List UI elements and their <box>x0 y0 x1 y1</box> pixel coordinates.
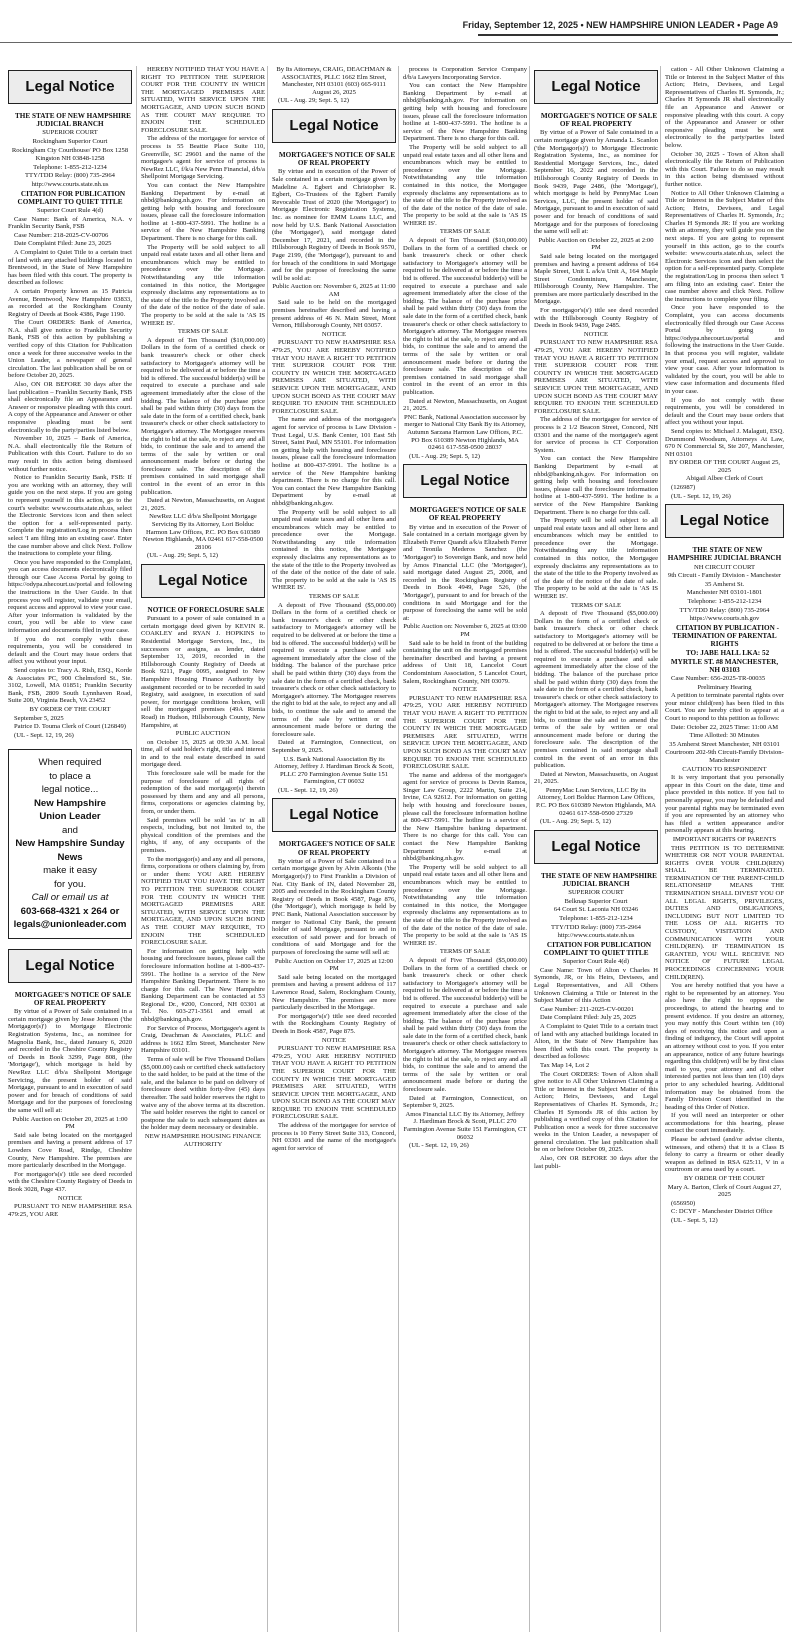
notice-centered-line: Superior Court Rule 4(d) <box>36 206 104 214</box>
notice-paragraph: The address of the mortgagee for service of process is 55 Beattie Place Suite 110, Greenville, SC 29601 and the name of the mortgagee's agent for service of process is NewRez LLC, f/k/a New Penn Financial, d/b/a Shellpoint Mortgage Servicing. <box>141 135 265 181</box>
notice-centered-line: TERMS OF SALE <box>439 228 491 236</box>
notice-centered-line: TTY/TDD Relay: (800) 735-2964 <box>25 172 115 180</box>
notice-paragraph: Said sale being located on the mortgaged premises and having a present address of 17 Lowders Cove Road, Rindge, Cheshire County, New Hampshire. The premises are more particularly described in the Mortgage. <box>8 1131 132 1170</box>
notice-paragraph: Case Number: 211-2025-CV-00201 <box>540 1005 635 1013</box>
notice-centered-line: PUBLIC AUCTION <box>175 730 231 738</box>
legal-notice-heading: Legal Notice <box>141 564 265 598</box>
notice-paragraph: October 30, 2025 - Town of Alton shall electronically file the Return of Publication with this Court. Failure to do so may result in this action being dismissed without further notice. <box>665 150 784 188</box>
notice-paragraph: (UL - Sept. 12, 19, 26) <box>409 1142 469 1150</box>
notice-title: CITATION BY PUBLICATION - TERMINATION OF PARENTAL RIGHTS <box>672 623 779 649</box>
notice-paragraph: A deposit of Five Thousand ($5,000.00) Dollars in the form of a certified check or bank treasurer's check or other check satisfactory to Mortgagee's attorney will be required to be delivered at or before the time a bid is offered. The successful bidder(s) will be required to execute a purchase and sale agreement immediately after the close of the bidding. The balance of the purchase price shall be paid within thirty (30) days from the sale date in the form of a certified check, bank treasurer's check or other check satisfactory to Mortgagee's attorney. The Mortgagee reserves the right to bid at the sale, to reject any and all bids, to continue the sale and to amend the terms of the sale by written or oral announcement made before or during the foreclosure sale. The description of the premises contained in said mortgage shall control in the event of an error in this publication. <box>534 610 658 770</box>
notice-paragraph: The Court ORDERS: Town of Alton shall give notice to All Other Unknown Claiming a Title or Interest in the Subject Matter of this Action; Heirs, Devisees, and Legal Representatives of Charles H. Symonds, Jr.; Charles H Symonds JR of this action by publishing a verified copy of this Citation for Publication once a week for three successive weeks in the Union Leader, a newspaper of general circulation. The last publication shall be on or before October 09, 2025. <box>534 1070 658 1154</box>
notice-paragraph: PURSUANT TO NEW HAMPSHIRE RSA 479:25, YOU ARE HEREBY NOTIFIED THAT YOU HAVE A RIGHT TO PETITION THE SUPERIOR COURT FOR THE COUNTY IN WHICH THE MORTGAGED PREMISES ARE SITUATED, WITH SERVICE UPON THE MORTGAGEE, AND UPON SUCH BOND AS THE COURT MAY REQUIRE TO ENJOIN THE SCHEDULED FORECLOSURE SALE. <box>272 1045 396 1121</box>
promo-line: 603-668-4321 x 264 or <box>20 905 120 917</box>
legal-notices-page <box>8 66 784 1632</box>
notice-centered-line: NEW HAMPSHIRE HOUSING FINANCE AUTHORITY <box>144 1132 262 1148</box>
notice-centered-line: http://www.courts.state.nh.us <box>31 180 109 188</box>
notice-paragraph: By virtue of a Power of Sale contained in a certain mortgage given by Alvin Alkonis ('the Mortgagor(s)') to First Franklin a Division of Nat. City Bank of IN, dated November 28, 2005 and recorded in the Rockingham County Registry of Deeds in Book 4587, Page 876, (the 'Mortgage'), which mortgage is held by PNC Bank, National Association successor by merger to National City Bank, the present holder of said Mortgage, pursuant to and in execution of said power and for breach of conditions of said Mortgage and for the purposes of foreclosing the same will sell at: <box>272 857 396 956</box>
notice-centered-line: TERMS OF SALE <box>308 593 360 601</box>
legal-notice-heading: Legal Notice <box>534 70 658 104</box>
notice-paragraph: Said sale to be held on the mortgaged premises hereinafter described and having a present address of 46 N. Main Street, Mont Vernon, Hillsborough County, NH 03057. <box>272 299 396 330</box>
notice-paragraph: To the mortgagor(s) and any and all persons, firms, corporations or others claiming by, from or under them: YOU ARE HEREBY NOTIFIED THAT YOU HAVE THE RIGHT TO PETITION THE SUPERIOR COURT FOR THE COUNTY IN WHICH THE MORTGAGED PREMISES ARE SITUATED, WITH SERVICE UPON THE MORTGAGEE, AND UPON SUCH BOND AS THE COURT MAY REQUIRE, TO ENJOIN THE SCHEDULED FORECLOSURE SALE. <box>141 855 265 947</box>
notice-paragraph: Dated at Newton, Massachusetts, on August 21, 2025. <box>141 497 265 512</box>
notice-paragraph: The Property will be sold subject to all unpaid real estate taxes and all other liens and encumbrances which may be entitled to precedence over the Mortgage. Notwithstanding any title information contained in this notice, the Mortgagee expressly disclaims any representations as to the state of the title to the Property involved as of the date of the notice of the date of sale. The property to be sold at the sale is 'AS IS WHERE IS'. <box>534 517 658 601</box>
notice-paragraph: The address of the mortgagee for service of process is 2 1/2 Beacon Street, Concord, NH 03301 and the name of the mortgagee's agent for service of process is CT Corporation System. <box>534 416 658 454</box>
notice-paragraph: process is Corporation Service Company d/b/a Lawyers Incorporating Service. <box>403 66 527 81</box>
notice-centered-line: TTY/TDD Relay: (800) 735-2964 <box>679 606 770 614</box>
notice-paragraph: (UL - Sept. 5, 12) <box>671 1217 718 1224</box>
notice-paragraph: This foreclosure sale will be made for the purpose of foreclosure of all rights of redemption of the said mortgagor(s) therein possessed by them and any and all persons, firms, corporations or agencies claiming by, from, or under them. <box>141 770 265 816</box>
notice-paragraph: By virtue of a Power of Sale contained in a certain mortgage given by Amanda L. Scanlon ('the Mortgagor(s)') to Mortgage Electronic Registration Systems, Inc., as nominee for Residential Mortgage Services, Inc., dated September 16, 2022 and recorded in the Hillsborough County Registry of Deeds in Book 9439, Page 2486, (the 'Mortgage'), which mortgage is held by PennyMac Loan Services, LLC, the present holder of said Mortgage, pursuant to and in execution of said power and for breach of conditions of said Mortgage and for the purposes of foreclosing the same will sell at: <box>534 129 658 236</box>
notice-paragraph: A deposit of Five Thousand ($5,000.00) Dollars in the form of a certified check or bank treasurer's check or other check satisfactory to Mortgagee's attorney will be required to be delivered at or before the time a bid is offered. The successful bidder(s) will be required to execute a purchase and sale agreement immediately after the close of the bidding. The balance of the purchase price shall be paid within thirty (30) days from the sale date in the form of a certified check, bank treasurer's check or other check satisfactory to Mortgagee's attorney. The Mortgagee reserves the right to bid at the sale, to reject any and all bids, to continue the sale and to amend the terms of the sale by written or oral announcement made before or during the foreclosure sale. <box>403 956 527 1094</box>
notice-paragraph: For mortgagor's(s') title see deed recorded with the Rockingham County Registry of Deeds in Book 4587, Page 875. <box>272 1012 396 1035</box>
notice-title: MORTGAGEE'S NOTICE OF SALE OF REAL PROPERTY <box>409 506 527 523</box>
notice-paragraph: A petition to terminate parental rights over your minor child(ren) has been filed in this Court. You are hereby cited to appear at a Court to respond to this petition as follows: <box>665 692 784 722</box>
notice-paragraph: The name and address of the mortgagee's agent for service of process is Devin Ramos, Singer Law Group, 2222 Martin, Suite 214, Irvine, CA 92612. For information on getting help with housing and foreclosure issues, please call the foreclosure information hotline at 800-437-5991. The hotline is a service of the New Hampshire banking department. There is no charge for this call. You can contact the New Hampshire Banking Department by e-mail at nhbd@banking.nh.gov. <box>403 771 527 863</box>
notice-paragraph: Said sale to be held in front of the building containing the unit on the mortgaged premises hereinafter described and having a present address of Unit 18, Lancelot Court Condominium Association, 5 Lancelot Court, Salem, Rockingham County, NH 03079. <box>403 639 527 685</box>
notice-paragraph: Date Complaint Filed: July 25, 2025 <box>540 1014 637 1022</box>
notice-paragraph: Also, ON OR BEFORE 30 days after the last publi- <box>534 1155 658 1170</box>
notice-paragraph: (UL - Sept. 12, 19, 26) <box>278 786 338 794</box>
column-1 <box>8 66 132 1632</box>
notice-centered-line: Public Auction on: November 6, 2025 at 03:00 PM <box>403 623 527 638</box>
notice-paragraph: By virtue of a Power of Sale contained in a certain mortgage given by Jesse Johnson ('the Mortgagor(s)') to Mortgage Electronic Registration Systems, Inc., as nominee for Magnolia Bank, Inc., dated January 6, 2020 and recorded in the Cheshire County Registry of Deeds in Book 3299, Page 808, (the 'Mortgage'), which mortgage is held by NewRez LLC d/b/a Shellpoint Mortgage Servicing, the present holder of said Mortgage, pursuant to and in execution of said power and for breach of conditions of said Mortgage and for the purposes of foreclosing the same will sell at: <box>8 1008 132 1114</box>
notice-paragraph: (656950) <box>671 1199 696 1207</box>
notice-centered-line: Public Auction on: November 6, 2025 at 11:00 AM <box>272 283 396 298</box>
notice-paragraph: If you do not comply with these requirements, you will be considered in default and the Court may issue orders that affect you without your input. <box>8 635 132 666</box>
notice-centered-line: SUPERIOR COURT <box>568 889 624 897</box>
notice-title: THE STATE OF NEW HAMPSHIRE JUDICIAL BRANCH <box>541 871 657 889</box>
notice-paragraph: THIS PETITION IS TO DETERMINE WHETHER OR NOT YOUR PARENTAL RIGHTS OVER YOUR CHILD(REN) SHALL BE TERMINATED. TERMINATION OF THE PARENT-CHILD RELATIONSHIP MEANS THE TERMINATION SHALL DIVEST YOU OF ALL LEGAL RIGHTS, PRIVILEGES, DUTIES AND OBLIGATIONS, INCLUDING BUT NOT LIMITED TO THE LOSS OF ALL RIGHTS TO CUSTODY, VISITATION AND COMMUNICATION WITH YOUR CHILD(REN). IF TERMINATION IS GRANTED, YOU WILL RECEIVE NO NOTICE OF FUTURE LEGAL PROCEEDINGS CONCERNING YOUR CHILD(REN). <box>665 844 784 981</box>
notice-paragraph: The Court ORDERS: Bank of America, N.A. shall give notice to Franklin Security Bank, FSB of this action by publishing a verified copy of this Citation for Publication once a week for three successive weeks in the Union Leader, a newspaper of general circulation. The last publication shall be on or before October 20, 2025. <box>8 319 132 380</box>
promo-line: make it easy <box>43 865 97 877</box>
notice-paragraph: Case Name: Town of Alton v Charles H Symonds, JR, or his Heirs, Devisees, and Legal Representatives, and All Others Unknown Claiming a Title or Interest in the Subject Matter of this Action <box>534 966 658 1005</box>
notice-centered-line: Telephone: 1-855-212-1234 <box>33 163 107 171</box>
notice-paragraph: Also, ON OR BEFORE 30 days after the last publication – Franklin Security Bank, FSB shall electronically file an Appearance and Answer or responsive pleading with this court. A copy of the Appearance and Answer or other responsive pleading must be sent electronically to the party/parties listed below. <box>8 381 132 434</box>
notice-centered-line: Abigail Albee Clerk of Court <box>686 475 763 483</box>
notice-centered-line: 64 Court St. Laconia NH 03246 <box>553 906 639 914</box>
notice-paragraph: (UL - Sept. 12, 19, 26) <box>14 731 74 739</box>
legal-notice-heading: Legal Notice <box>8 949 132 983</box>
notice-title: THE STATE OF NEW HAMPSHIRE JUDICIAL BRANCH <box>15 112 131 129</box>
notice-paragraph: Tax Map 14, Lot 2 <box>540 1061 590 1069</box>
notice-paragraph: You can contact the New Hampshire Banking Department by e-mail at nhbd@banking.nh.gov. For information on getting help with housing and foreclosure issues, please call the foreclosure information hotline at 1-800-437-5991. The hotline is a service of the New Hampshire Banking Department. There is no charge for this call. <box>141 181 265 243</box>
promo-line: to place a <box>49 770 91 782</box>
notice-paragraph: If you will need an interpreter or other accommodations for this hearing, please contact the court immediately. <box>665 1112 784 1135</box>
column-2 <box>141 66 265 1632</box>
notice-centered-line: Superior Court Rule 4(d) <box>562 958 630 966</box>
column-4 <box>403 66 527 1632</box>
notice-centered-line: NOTICE <box>57 1194 83 1202</box>
notice-title: MORTGAGEE'S NOTICE OF SALE OF REAL PROPERTY <box>278 840 396 857</box>
notice-paragraph: C: DCYF - Manchester District Office <box>671 1208 773 1216</box>
notice-paragraph: You can contact the New Hampshire Banking Department by e-mail at nhbd@banking.nh.gov. For information on getting help with housing and foreclosure issues, please call the foreclosure information hotline at 1-800-437-5991. The hotline is a service of the New Hampshire Banking Department. There is no charge for this call. <box>403 82 527 143</box>
notice-centered-line: PNC Bank, National Association successor by merger to National City Bank By its Attorney, Autumn Sarzana Harmon Law Offices, P.C. PO Box 610389 Newton Highlands, MA 02461 617-558-0500 28037 <box>404 413 526 452</box>
notice-title: THE STATE OF NEW HAMPSHIRE JUDICIAL BRANCH <box>667 546 782 563</box>
notice-centered-line: Rockingham Cty Courthouse/ PO Box 1258 <box>11 146 129 154</box>
header-rule <box>478 34 778 36</box>
notice-paragraph: Case Number: 218-2025-CV-00706 <box>14 231 109 239</box>
notice-paragraph: The Property will be sold subject to all unpaid real estate taxes and all other liens and encumbrances which may be entitled to precedence over the Mortgage. Notwithstanding any title information contained in this notice, the Mortgagee expressly disclaims any representations as to the state of the title to the Property involved as of the date of the notice of the date of sale. The property to be sold at the sale is 'AS IS WHERE IS'. <box>141 243 265 327</box>
notice-centered-line: Telephone: 1-855-212-1234 <box>559 915 633 923</box>
promo-line: News <box>57 851 83 863</box>
notice-centered-line: Preliminary Hearing <box>697 683 752 691</box>
notice-centered-line: 35 Amherst Street Manchester, NH 03101 <box>669 740 780 748</box>
notice-paragraph: (UL - Sept. 12, 19, 26) <box>671 492 731 500</box>
notice-paragraph: PURSUANT TO NEW HAMPSHIRE RSA 479:25, YOU ARE <box>8 1203 132 1218</box>
notice-paragraph: It is very important that you personally appear in this Court on the date, time and place provided in this notice. If you fail to personally appear, you may be defaulted and your parental rights may be terminated even if you are represented by an attorney who has filed a written appearance and/or personally appears at this hearing. <box>665 774 784 835</box>
notice-paragraph: A deposit of Ten Thousand ($10,000.00) Dollars in the form of a certified check or bank treasurer's check or other check satisfactory to Mortgagee's attorney will be required to be delivered at or before the time a bid is offered. The successful bidder(s) will be required to execute a purchase and sale agreement immediately after the close of the bidding. The balance of the purchase price shall be paid within thirty (30) days from the sale date in the form of a certified check, bank treasurer's check or other check satisfactory to Mortgagee's attorney. The Mortgagee reserves the right to bid at the sale, to reject any and all bids, to continue the sale and to amend the terms of the sale by written or oral announcement made before or during the foreclosure sale. The description of the premises contained in said mortgage shall control in the event of an error in this publication. <box>141 336 265 496</box>
notice-title: TO: JABE HALL LKA: 52 MYRTLE ST. #8 MANCHESTER, NH 03103 <box>670 649 779 674</box>
notice-paragraph: The name and address of the mortgagee's agent for service of process is Law Division - Trust Legal, U.S. Bank Center, 101 East 5th Street, Saint Paul, MN 55101. For information on getting help with housing and foreclosure issues, please call the foreclosure information hotline at 800-437-5991. The hotline is a service of the New Hampshire banking department. There is no charge for this call. You can contact the New Hampshire Banking Department by e-mail at nhbd@banking.nh.gov. <box>272 416 396 507</box>
notice-paragraph: Send copies to: Tracy A. Rish, ESQ., Korde & Associates PC, 900 Chelmsford St., Ste. 3102, Lowell, MA 01851; Franklin Security Bank, FSB, 2809 South Lynnhaven Road, Suite 200, Virginia Beach, VA 23452 <box>8 667 132 705</box>
notice-paragraph: You can contact the New Hampshire Banking Department by e-mail at nhbd@banking.nh.gov. For information on getting help with housing and foreclosure issues, please call the foreclosure information hotline at 1-800-437-5991. The hotline is a service of the New Hampshire Banking Department. There is no charge for this call. <box>534 455 658 516</box>
column-5 <box>534 66 658 1632</box>
notice-paragraph: By virtue and in execution of the Power of Sale contained in a certain mortgage given by Elizabeth Ferrer Quandt a/k/a Elizabeth Ferrer and Teonila Mederos Sanchez (the 'Mortgagor') to Sovereign Bank, and now held by Amos Financial LLC (the 'Mortgagee'), said mortgage dated August 25, 2008, and recorded in the Rockingham Registry of Deeds in Book 4949, Page 526, (the 'Mortgage'), pursuant to and for breach of the conditions in said Mortgage and for the purpose of foreclosing the same will be sold at: <box>403 523 527 622</box>
notice-paragraph: A Complaint to Quiet Title to a certain tract of land with any attached buildings located in Alton, in the State of New Hampshire has been filed with this court. The property is described as follows: <box>534 1022 658 1061</box>
notice-paragraph: on October 15, 2025 at 09:30 A.M. local time, all of said holder's right, title and interest in and to the real estate described in said mortgage deed. <box>141 738 265 769</box>
notice-centered-line: NOTICE <box>583 330 609 338</box>
notice-centered-line: Date: October 22, 2025 Time: 11:00 AM <box>670 723 779 731</box>
notice-centered-line: Mary A. Barton, Clerk of Court August 27, 2025 <box>667 1183 782 1199</box>
legal-notice-heading: Legal Notice <box>534 830 658 864</box>
notice-title: CITATION FOR PUBLICATION COMPLAINT TO QUIET TITLE <box>543 940 652 958</box>
notice-paragraph: (UL - Aug. 29; Sept. 5, 12) <box>278 97 349 105</box>
notice-centered-line: NH CIRCUIT COURT <box>693 563 756 571</box>
notice-centered-line: 9th Circuit - Family Division - Manchester <box>667 572 782 580</box>
notice-paragraph: Said sale being located on the mortgaged premises and having a present address of 117 Lawrence Road, Salem, Rockingham County, New Hampshire. The premises are more particularly described in the Mortgage. <box>272 973 396 1012</box>
notice-paragraph: A deposit of Ten Thousand ($10,000.00) Dollars in the form of a certified check or bank treasurer's check or other check satisfactory to Mortgagee's attorney will be required to be delivered at or before the time a bid is offered. The successful bidder(s) will be required to execute a purchase and sale agreement immediately after the close of the bidding. The balance of the purchase price shall be paid within thirty (30) days from the sale date in the form of a certified check, bank treasurer's check or other check satisfactory to Mortgagee's attorney. The Mortgagee reserves the right to bid at the sale, to reject any and all bids, to continue the sale and to amend the terms of the sale by written or oral announcement made before or during the foreclosure sale. The description of the premises contained in said mortgage shall control in the event of an error in this publication. <box>403 237 527 396</box>
notice-paragraph: September 5, 2025 <box>14 714 64 722</box>
notice-paragraph: For Service of Process, Mortgagee's agent is Craig, Deachman & Associates, PLLC and address is 1662 Elm Street, Manchester New Hampshire 03101. <box>141 1024 265 1055</box>
notice-centered-line: 35 Amherst St. <box>704 580 745 588</box>
promo-line: Union Leader <box>39 811 101 823</box>
promo-line: Call or email us at <box>31 892 109 904</box>
notice-paragraph: Dated at Farmington, Connecticut, on September 9, 2025. <box>272 739 396 754</box>
notice-centered-line: NewRez LLC d/b/a Shellpoint Mortgage Servicing By its Attorney, Lori Bolduc Harmon Law Offices, P.C. PO Box 610389 Newton Highlands, MA 02461 617-558-0500 28106 <box>142 513 264 551</box>
notice-centered-line: TERMS OF SALE <box>177 328 229 336</box>
notice-centered-line: Courtroom 202-9th Circuit-Family Division-Manchester <box>665 749 784 764</box>
promo-line: and <box>61 824 78 836</box>
notice-paragraph: The Property will be sold subject to all unpaid real estate taxes and all other liens and encumbrances which may be entitled to precedence over the Mortgage. Notwithstanding any title information contained in this notice, the Mortgagee expressly disclaims any representations as to the state of the title to the Property involved as of the date of the notice of the date of sale. The property to be sold at the sale is 'AS IS WHERE IS'. <box>403 863 527 947</box>
notice-paragraph: (UL - Aug. 29; Sept. 5, 12) <box>409 452 480 460</box>
notice-paragraph: For mortgagor's(s') title see deed recorded with the Hillsborough County Registry of Deeds in Book 9439, Page 2485. <box>534 307 658 330</box>
notice-centered-line: Public Auction on October 22, 2025 at 2:00 PM <box>538 236 654 252</box>
notice-paragraph: The Property will be sold subject to all unpaid real estate taxes and all other liens and encumbrances which may be entitled to precedence over the Mortgage. Notwithstanding any title information contained in this notice, the Mortgagee expressly disclaims any representations as to the state of the title to the Property involved as of the date of the notice of the date of sale. The property to be sold at the sale is 'AS IS WHERE IS'. <box>403 143 527 227</box>
notice-centered-line: NOTICE <box>452 686 478 694</box>
notice-title: MORTGAGEE'S NOTICE OF SALE OF REAL PROPERTY <box>14 990 132 1008</box>
notice-paragraph: A deposit of Five Thousand ($5,000.00) Dollars in the form of a certified check or bank treasurer's check or other check satisfactory to Mortgagee's attorney will be required to be delivered at or before the time a bid is offered. The successful bidder(s) will be required to execute a purchase and sale agreement immediately after the close of the bidding. The balance of the purchase price shall be paid within thirty (30) days from the sale date in the form of a certified check, bank treasurer's check or other check satisfactory to Mortgagee's attorney. The Mortgagee reserves the right to bid at the sale, to reject any and all bids, to continue the sale and to amend the terms of the sale by written or oral announcement made before or during the foreclosure sale. <box>272 601 396 738</box>
page-header-text: Friday, September 12, 2025 • NEW HAMPSHIRE UNION LEADER • Page A9 <box>462 20 778 30</box>
notice-paragraph: (126987) <box>671 484 696 492</box>
notice-paragraph: By virtue and in execution of the Power of Sale contained in a certain mortgage given by Madeline A. Egbert and Christopher R. Egbert, Co-Trustees of the Egbert Family Revocable Trust of 2020 (the 'Mortgagor') to Mortgage Electronic Registration Systems, Inc. as nominee for EMM Loans LLC, and now held by U.S. Bank National Association (the 'Mortgagee'), said mortgage dated December 17, 2021, and recorded in the Hillsborough Registry of Deeds in Book 9570, Page 2199, (the 'Mortgage'), pursuant to and for breach of the conditions in said Mortgage and for the purpose of foreclosing the same will be sold at: <box>272 168 396 282</box>
notice-paragraph: PURSUANT TO NEW HAMPSHIRE RSA 479:25, YOU ARE HEREBY NOTIFIED THAT YOU HAVE A RIGHT TO PETITION THE SUPERIOR COURT FOR THE COUNTY IN WHICH THE MORTGAGED PREMISES ARE SITUATED, WITH SERVICE UPON THE MORTGAGEE, AND UPON SUCH BOND AS THE COURT MAY REQUIRE TO ENJOIN THE SCHEDULED FORECLOSURE SALE. <box>403 694 527 771</box>
notice-centered-line: Public Auction on October 20, 2025 at 1:00 PM <box>12 1115 128 1131</box>
notice-paragraph: The address of the mortgagee for service of process is 10 Ferry Street Suite 313, Concord, NH 03301 and the name of the mortgagee's agent for service of <box>272 1122 396 1152</box>
notice-paragraph: (UL - Aug. 29; Sept. 5, 12) <box>540 818 611 826</box>
notice-paragraph: Pursuant to a power of sale contained in a certain mortgage deed given by KEVIN R. COAKLEY and RYAN J. HOPKINS to Residential Mortgage Services, Inc., its successors or assigns, as lender, dated September 13, 2019, recorded in the Hillsborough County Registry of Deeds at Book 9211, Page 0095, assigned to New Hampshire Housing Finance Authority by assignment recorded or to be recorded in said Registry, said assignee, in execution of said power, for mortgage conditions broken, will sell the mortgaged premises (49A Rienia Road) in Hudson, Hillsborough County, New Hampshire, at <box>141 615 265 729</box>
notice-paragraph: Said sale being located on the mortgaged premises and having a present address of 164 Maple Street, Unit L a/k/a Unit A, 164 Maple Street Condominium, Manchester, Hillsborough County, New Hampshire. The premises are more particularly described in the Mortgage. <box>534 252 658 306</box>
notice-paragraph: Once you have responded to the Complaint, you can access documents electronically filed through our Case Access Portal by going to https://odypa.nhecourt.us/portal and following the instructions in the User Guide. In that process you will register, validate your email, request access and approval to view your case. After your information is validated by the court, you will be able to view case information and documents filed in your case. <box>8 558 132 635</box>
notice-paragraph: Please be advised (and/or advise clients, witnesses, and others) that it is a Class B felony to carry a firearm or other deadly weapon as defined in RSA 625:11, V in a courtroom or area used by a court. <box>665 1136 784 1174</box>
notice-centered-line: Time Allotted: 30 Minutes <box>689 732 760 740</box>
notice-paragraph: The Property will be sold subject to all unpaid real estate taxes and all other liens and encumbrances which may be entitled to precedence over the Mortgage. Notwithstanding any title information contained in this notice, the Mortgagee expressly disclaims any representations as to the state of the title to the Property involved as of the date of the notice of the date of sale. The property to be sold at the sale is 'AS IS WHERE IS'. <box>272 508 396 592</box>
notice-paragraph: Terms of sale will be Five Thousand Dollars ($5,000.00) cash or certified check satisfactory to the said holder, to be paid at the time of the sale, and the balance to be paid on delivery of foreclosure deed within forty-five (45) days thereafter. The said holder reserves the right to waive any of the above terms at its discretion. The said holder reserves the right to cancel or postpone the sale to such subsequent dates as the holder may deem necessary or desirable. <box>141 1056 265 1132</box>
legal-notice-heading: Legal Notice <box>403 464 527 498</box>
legal-notice-heading: Legal Notice <box>665 504 784 538</box>
notice-paragraph: A certain Property known as 15 Patricia Avenue, Brentwood, New Hampshire 03833, as recorded at the Rockingham County Registry of Deeds at Book 4386, Page 1190. <box>8 287 132 318</box>
notice-paragraph: cation - All Other Unknown Claiming a Title or Interest in the Subject Matter of this Action; Heirs, Devisees, and Legal Representatives of Charles H. Symonds, Jr.; Charles H Symonds JR shall electronically file an Appearance and Answer or responsive pleading with this court. A copy of the Appearance and Answer or other responsive pleading must be sent electronically to the party/parties listed below. <box>665 66 784 149</box>
notice-title: CITATION FOR PUBLICATION COMPLAINT TO QUIET TITLE <box>17 189 126 206</box>
column-6 <box>665 66 784 1632</box>
notice-centered-line: CAUTION TO RESPONDENT <box>682 765 767 773</box>
notice-centered-line: Public Auction on October 17, 2025 at 12:00 PM <box>274 957 394 973</box>
notice-title: NOTICE OF FORECLOSURE SALE <box>147 606 265 614</box>
notice-paragraph: Send copies to: Michael J. Malaguti, ESQ. Drummond Woodsum, Attorneys At Law, 670 N Commercial St, Ste 207, Manchester, NH 03101 <box>665 427 784 458</box>
notice-centered-line: TERMS OF SALE <box>439 948 491 956</box>
notice-paragraph: For information on getting help with housing and foreclosure issues, please call the foreclosure information hotline at 1-800-437-5991. The hotline is a service of the New Hampshire Banking Department. There is no charge for this call. The New Hampshire Banking Department can be contacted at 53 Regional Dr., #200, Concord, NH 03301 at Tel. No. 603-271-3561 and email at nhbd@banking.nh.gov. <box>141 947 265 1024</box>
notice-paragraph: HEREBY NOTIFIED THAT YOU HAVE A RIGHT TO PETITION THE SUPERIOR COURT FOR THE COUNTY IN WHICH THE MORTGAGED PREMISES ARE SITUATED, WITH SERVICE UPON THE MORTGAGEE, AND UPON SUCH BOND AS THE COURT MAY REQUIRE TO ENJOIN THE SCHEDULED FORECLOSURE SALE. <box>141 66 265 134</box>
notice-centered-line: TERMS OF SALE <box>570 601 622 609</box>
notice-paragraph: Case Number: 656-2025-TR-00035 <box>671 675 766 683</box>
notice-centered-line: http://www.courts.state.nh.us <box>557 932 635 940</box>
notice-centered-line: Amos Financial LLC By its Attorney, Jeffrey J. Hardiman Brock & Scott, PLLC 270 Farmington Avenue Suite 151 Farmington, CT 06032 <box>403 1110 527 1141</box>
notice-centered-line: Telephone: 1-855-212-1234 <box>687 598 762 606</box>
notice-paragraph: Dated at Newton, Massachusetts, on August 21, 2025. <box>534 770 658 786</box>
notice-paragraph: If you do not comply with these requirements, you will be considered in default and the Court may issue orders that affect you without your input. <box>665 396 784 427</box>
notice-centered-line: BY ORDER OF THE COURT <box>684 1175 765 1183</box>
notice-centered-line: Rockingham Superior Court <box>32 138 108 145</box>
notice-paragraph: PURSUANT TO NEW HAMPSHIRE RSA 479:25, YOU ARE HEREBY NOTIFIED THAT YOU HAVE A RIGHT TO PETITION THE SUPERIOR COURT FOR THE COUNTY IN WHICH THE MORTGAGED PREMISES ARE SITUATED, WITH SERVICE UPON THE MORTGAGEE, AND UPON SUCH BOND AS THE COURT MAY REQUIRE TO ENJOIN THE SCHEDULED FORECLOSURE SALE. <box>534 339 658 415</box>
notice-centered-line: By Its Attorneys, CRAIG, DEACHMAN & ASSOCIATES, PLLC 1662 Elm Street, Manchester, NH 03101 (603) 665-9111 August 26, 2025 <box>276 66 392 96</box>
notice-paragraph: You are hereby notified that you have a right to be represented by an attorney. You also have the right to oppose the proceedings, to attend the hearing and to present evidence. If you desire an attorney, you may notify this Court within ten (10) days of receiving this notice and upon a finding of indigency, the Court will appoint an attorney without cost to you. If you enter an appearance, notice of any future hearings regarding this child(ren) will be by first class mail to you, your attorney and all other interested parties not less than ten (10) days prior to any scheduled hearing. Additional information may be obtained from the Family Division Court identified in the heading of this Order of Notice. <box>665 982 784 1111</box>
legal-notice-heading: Legal Notice <box>272 109 396 143</box>
notice-paragraph: (UL - Aug. 29; Sept. 5, 12) <box>147 552 218 560</box>
promo-line: New Hampshire <box>34 797 106 809</box>
notice-paragraph: Said premises will be sold 'as is' in all respects, including, but not limited to, the physical condition of the premises and the rights, if any, of any occupants of the premises. <box>141 816 265 855</box>
column-3 <box>272 66 396 1632</box>
notice-title: MORTGAGEE'S NOTICE OF SALE OF REAL PROPERTY <box>540 112 658 129</box>
notice-centered-line: https://www.courts.nh.gov <box>689 615 760 623</box>
notice-paragraph: PURSUANT TO NEW HAMPSHIRE RSA 479:25, YOU ARE HEREBY NOTIFIED THAT YOU HAVE A RIGHT TO PETITION THE SUPERIOR COURT FOR THE COUNTY IN WHICH THE MORTGAGED PREMISES ARE SITUATED, WITH SERVICE UPON THE MORTGAGEE, AND UPON SUCH BOND AS THE COURT MAY REQUIRE TO ENJOIN THE SCHEDULED FORECLOSURE SALE. <box>272 339 396 415</box>
notice-paragraph: Dated at Farmington, Connecticut, on September 9, 2025. <box>403 1094 527 1110</box>
notice-paragraph: For mortgagor's(s') title see deed recorded with the Cheshire County Registry of Deeds in Book 3028, Page 437. <box>8 1170 132 1193</box>
promo-line: legal notice... <box>41 784 99 796</box>
notice-centered-line: NOTICE <box>321 1036 347 1044</box>
notice-centered-line: IMPORTANT RIGHTS OF PARENTS <box>672 835 777 843</box>
promo-line: When required <box>38 757 102 769</box>
legal-ad-promo-box <box>8 749 132 939</box>
notice-paragraph: Notice to All Other Unknown Claiming a Title or Interest in the Subject Matter of this Action; Heirs, Devisees, and Legal Representatives of Charles H. Symonds, Jr.; Charles H Symonds JR: If you are working with an attorney, they will guide you on the next steps. If you are going to represent yourself in this action, go to the court's website: www.courts.state.nh.us, select the Electronic Services icon and then select the option for a self-represented party. Complete the registration/Log in process then select 'I am filing into an existing case'. Enter the case number above and click Next. Follow the instructions to complete your filing. <box>665 189 784 303</box>
notice-centered-line: PennyMac Loan Services, LLC By its Attorney, Lori Bolduc Harmon Law Offices, P.C. PO Box 610389 Newton Highlands, MA 02461 617-558-0500 27329 <box>536 786 656 817</box>
notice-paragraph: A Complaint to Quiet Title to a certain tract of land with any attached buildings located in Brentwood, in the State of New Hampshire has been filed with this court. The property is described as follows: <box>8 248 132 287</box>
notice-centered-line: Manchester NH 03101-1801 <box>686 589 763 597</box>
notice-paragraph: Date Complaint Filed: June 23, 2025 <box>14 240 112 248</box>
notice-paragraph: November 10, 2025 – Bank of America, N.A. shall electronically file the Return of Publication with this Court. Failure to do so may result in this action being dismissed without further notice. <box>8 435 132 473</box>
promo-line: for you. <box>54 878 86 890</box>
promo-line: legals@unionleader.com <box>13 919 127 931</box>
legal-notice-heading: Legal Notice <box>272 798 396 832</box>
notice-centered-line: Patrice D. Touma Clerk of Court (126849) <box>13 723 127 731</box>
notice-centered-line: Belknap Superior Court <box>564 897 628 905</box>
notice-centered-line: TTY/TDD Relay: (800) 735-2964 <box>551 923 641 931</box>
notice-centered-line: BY ORDER OF THE COURT <box>29 705 111 713</box>
notice-paragraph: Once you have responded to the Complaint, you can access documents electronically filed through our Case Access Portal by going to https://odypa.nhecourt.us/portal and following the instructions in the User Guide. In that process you will register, validate your email, request access and approval to view your case. After your information is validated by the court, you will be able to view case information and documents filed in your case. <box>665 304 784 395</box>
notice-centered-line: NOTICE <box>321 330 347 338</box>
notice-paragraph: Dated at Newton, Massachusetts, on August 21, 2025. <box>403 397 527 413</box>
page-header <box>0 0 792 43</box>
notice-title: MORTGAGEE'S NOTICE OF SALE OF REAL PROPERTY <box>278 150 396 168</box>
notice-centered-line: BY ORDER OF THE COURT August 25, 2025 <box>668 459 781 474</box>
notice-paragraph: Case Name: Bank of America, N.A. v Franklin Security Bank, FSB <box>8 215 132 231</box>
notice-centered-line: Kingston NH 03848-1258 <box>35 155 105 163</box>
promo-line: New Hampshire Sunday <box>15 838 125 850</box>
legal-notice-heading: Legal Notice <box>8 70 132 104</box>
notice-centered-line: SUPERIOR COURT <box>42 129 98 137</box>
notice-centered-line: U.S. Bank National Association By its Attorney, Jeffrey J. Hardiman Brock & Scott, PLLC 270 Farmington Avenue Suite 151 Farmington, CT 06032 <box>274 755 394 786</box>
notice-paragraph: Notice to Franklin Security Bank, FSB: If you are working with an attorney, they will guide you on the next steps. If you are going to represent yourself in this action, go to the court's website: www.courts.state.nh.us, select the Electronic Services icon and then select the option for a self-represented party. Complete the registration/Log in process then select 'I am filing into an existing case'. Enter the case number above and click Next. Follow the instructions to complete your filing. <box>8 474 132 558</box>
